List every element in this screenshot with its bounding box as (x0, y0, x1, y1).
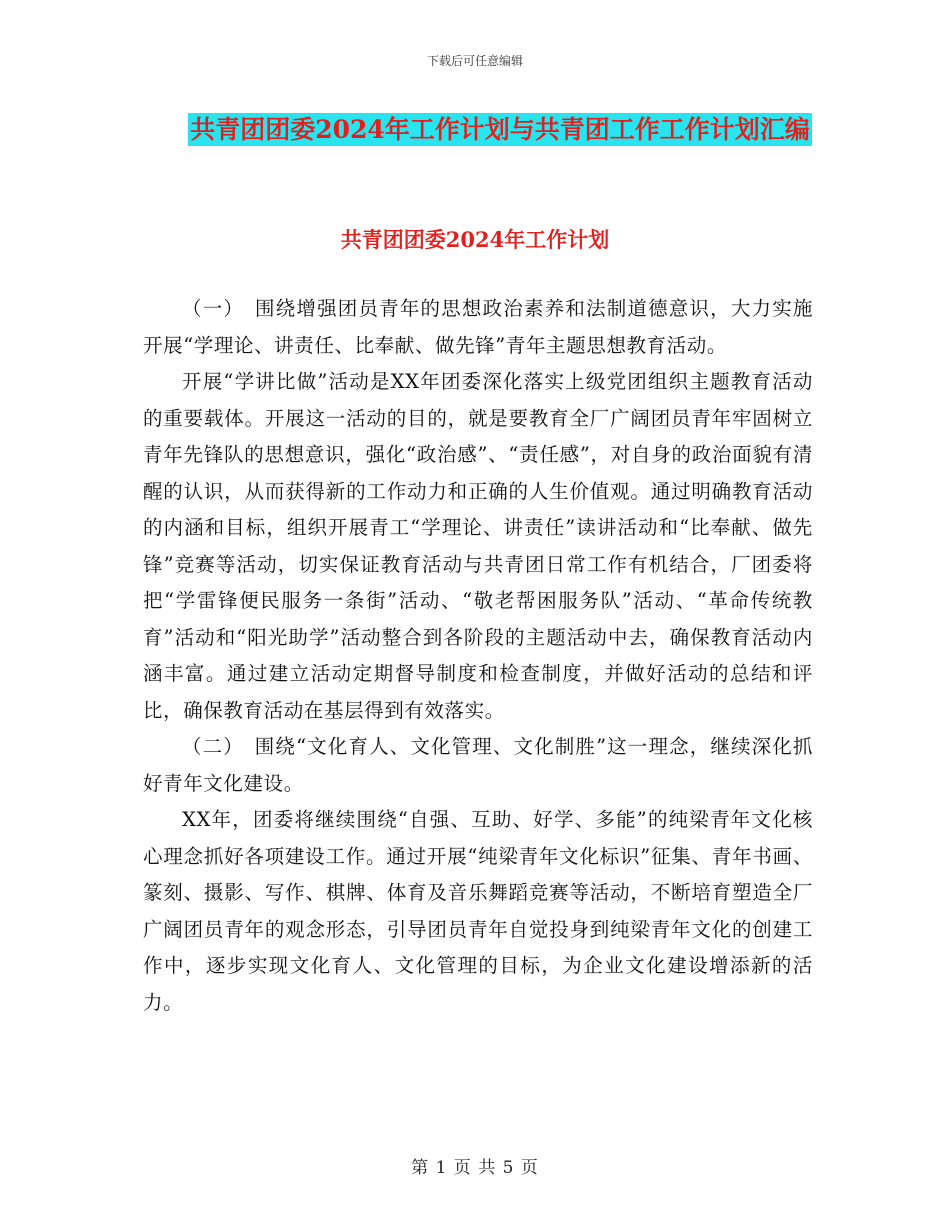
document-body (143, 291, 813, 1021)
document-title (180, 108, 820, 152)
page-header-note: 下载后可任意编辑 (426, 54, 523, 68)
paragraph: （一） 围绕增强团员青年的思想政治素养和法制道德意识，大力实施开展“学理论、讲责任、比奉献、做先锋”青年主题思想教育活动。 (143, 297, 813, 357)
paragraph: 开展“学讲比做”活动是XX年团委深化落实上级党团组织主题教育活动的重要载体。开展这一活动的目的，就是要教育全厂广阔团员青年牢固树立青年先锋队的思想意识，强化“政治感”、“责任感”，对自身的政治面貌有清醒的认识，从而获得新的工作动力和正确的人生价值观。通过明确教育活动的内涵和目标，组织开展青工“学理论、讲责任”读讲活动和“比奉献、做先锋”竞赛等活动，切实保证教育活动与共青团日常工作有机结合，厂团委将把“学雷锋便民服务一条街”活动、“敬老帮困服务队”活动、“革命传统教育”活动和“阳光助学”活动整合到各阶段的主题活动中去，确保教育活动内涵丰富。通过建立活动定期督导制度和检查制度，并做好活动的总结和评比，确保教育活动在基层得到有效落实。 (143, 370, 813, 722)
paragraph: （二） 围绕“文化育人、文化管理、文化制胜”这一理念，继续深化抓好青年文化建设。 (143, 735, 813, 795)
page-number-footer: 第 1 页 共 5 页 (411, 1158, 539, 1178)
section-title: 共青团团委2024年工作计划 (340, 227, 610, 252)
document-title-text: 共青团团委2024年工作计划与共青团工作工作计划汇编 (190, 115, 810, 144)
paragraph: XX年，团委将继续围绕“自强、互助、好学、多能”的纯梁青年文化核心理念抓好各项建设工作。通过开展“纯梁青年文化标识”征集、青年书画、篆刻、摄影、写作、棋牌、体育及音乐舞蹈竞赛等活动，不断培育塑造全厂广阔团员青年的观念形态，引导团员青年自觉投身到纯梁青年文化的创建工作中，逐步实现文化育人、文化管理的目标，为企业文化建设增添新的活力。 (143, 808, 813, 1014)
